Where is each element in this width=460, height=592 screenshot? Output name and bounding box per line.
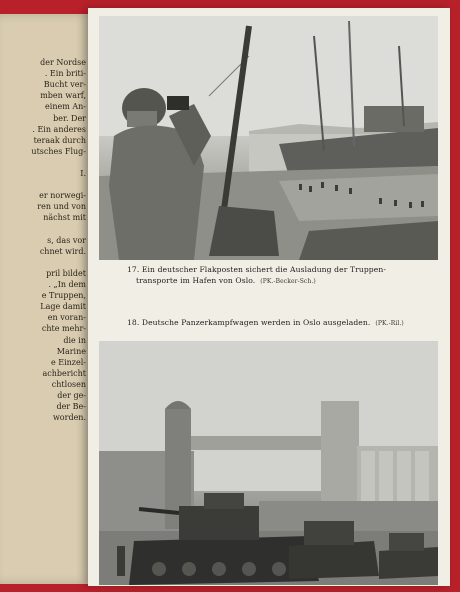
caption-17 — [127, 264, 386, 287]
left-page-line: e Einzel- — [50, 357, 86, 367]
left-page — [0, 14, 94, 584]
caption-18 — [127, 317, 404, 329]
left-page-line: teraak durch — [33, 135, 86, 145]
left-page-line: ber. Der — [53, 113, 86, 123]
photo-flak-soldier — [99, 16, 438, 260]
left-page-line: ren und von — [37, 202, 86, 212]
left-page-line: chnet wird. — [39, 246, 86, 256]
left-page-line: worden. — [52, 413, 86, 423]
left-page-line: Marine — [56, 346, 86, 356]
left-page-line: der ge- — [57, 391, 86, 400]
left-page-line: . Ein briti- — [44, 69, 86, 79]
right-page — [88, 8, 450, 586]
left-page-line: . „In dem — [48, 280, 86, 289]
left-page-line: mben warf, — [40, 91, 86, 101]
left-page-line: nächst mit — [43, 213, 86, 223]
left-page-line: die in — [63, 335, 86, 345]
left-page-line: der Nordse — [40, 58, 86, 67]
left-page-line: chtlosen — [51, 379, 86, 389]
caption-17-line-2-row — [127, 275, 386, 287]
left-page-line: Bucht ver- — [43, 80, 86, 90]
tanks-photo-drawing — [99, 341, 438, 585]
caption-17-line-1: 17. Ein deutscher Flakposten sichert die Ausladung der Truppen- — [127, 265, 387, 274]
harbor-photo-drawing — [99, 16, 438, 260]
left-page-line: der Be- — [56, 402, 86, 412]
caption-17-credit: (PK.-Becker-Sch.) — [260, 278, 316, 285]
left-page-line: pril bildet — [46, 268, 86, 278]
left-page-line: Lage damit — [40, 302, 86, 312]
left-page-line: achbericht — [42, 368, 86, 378]
left-page-line: e Truppen, — [41, 291, 86, 301]
left-page-line: chte mehr- — [41, 324, 86, 334]
photo-tanks-oslo — [99, 341, 438, 585]
left-page-line: en voran- — [47, 313, 86, 323]
caption-18-line-1: 18. Deutsche Panzerkampfwagen werden in Oslo ausgeladen. — [127, 318, 371, 327]
left-page-line: er norwegi- — [39, 191, 86, 201]
left-page-line: einem An- — [45, 102, 86, 112]
caption-18-credit: (PK.-Ril.) — [375, 320, 404, 327]
left-page-line: utsches Flug- — [31, 146, 86, 156]
left-page-line: s, das vor — [47, 235, 86, 245]
left-page-line: I. — [80, 169, 86, 178]
left-page-line: . Ein anderes — [32, 124, 86, 134]
caption-17-line-2: transporte im Hafen von Oslo. — [136, 276, 256, 285]
